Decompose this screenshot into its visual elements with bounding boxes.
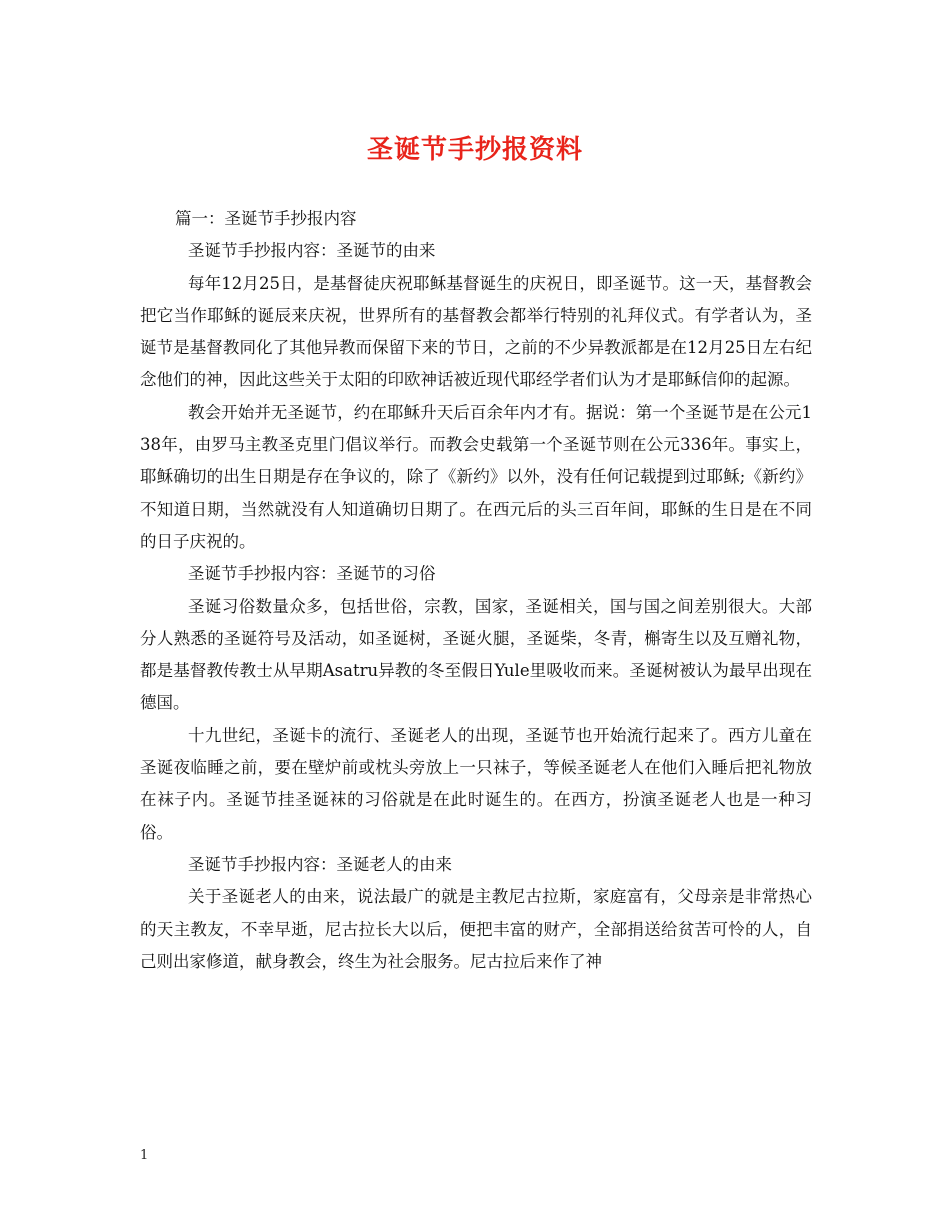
paragraph-origin-history: 教会开始并无圣诞节，约在耶稣升天后百余年内才有。据说：第一个圣诞节是在公元138年，由罗马主教圣克里门倡议举行。而教会史载第一个圣诞节则在公元336年。事实上，耶稣确切的出生日期是存在争议的，除了《新约》以外，没有任何记载提到过耶稣;《新约》不知道日期，当然就没有人知道确切日期了。在西元后的头三百年间，耶稣的生日是在不同的日子庆祝的。 [140, 402, 812, 551]
document-title: 圣诞节手抄报资料 [366, 135, 583, 165]
page-number: 1 [140, 1148, 149, 1163]
section-heading-part-one: 篇一：圣诞节手抄报内容 [175, 209, 357, 228]
paragraph-customs-symbols: 圣诞习俗数量众多，包括世俗，宗教，国家，圣诞相关，国与国之间差别很大。大部分人熟悉的圣诞符号及活动，如圣诞树，圣诞火腿，圣诞柴，冬青，槲寄生以及互赠礼物，都是基督教传教士从早期Asatru异教的冬至假日Yule里吸收而来。圣诞树被认为最早出现在德国。 [140, 596, 812, 713]
subheading-customs: 圣诞节手抄报内容：圣诞节的习俗 [188, 564, 436, 584]
subheading-santa: 圣诞节手抄报内容：圣诞老人的由来 [188, 854, 452, 874]
paragraph-santa-origin: 关于圣诞老人的由来，说法最广的就是主教尼古拉斯，家庭富有，父母亲是非常热心的天主教友，不幸早逝，尼古拉长大以后，便把丰富的财产，全部捐送给贫苦可怜的人，自己则出家修道，献身教会，终生为社会服务。尼古拉后来作了神 [140, 887, 812, 971]
document-body [140, 203, 812, 978]
paragraph-customs-stockings: 十九世纪，圣诞卡的流行、圣诞老人的出现，圣诞节也开始流行起来了。西方儿童在圣诞夜临睡之前，要在壁炉前或枕头旁放上一只袜子，等候圣诞老人在他们入睡后把礼物放在袜子内。圣诞节挂圣诞袜的习俗就是在此时诞生的。在西方，扮演圣诞老人也是一种习俗。 [140, 725, 812, 842]
paragraph-origin-date: 每年12月25日，是基督徒庆祝耶稣基督诞生的庆祝日，即圣诞节。这一天，基督教会把它当作耶稣的诞辰来庆祝，世界所有的基督教会都举行特别的礼拜仪式。有学者认为，圣诞节是基督教同化了其他异教而保留下来的节日，之前的不少异教派都是在12月25日左右纪念他们的神，因此这些关于太阳的印欧神话被近现代耶经学者们认为才是耶稣信仰的起源。 [140, 273, 812, 390]
subheading-origin: 圣诞节手抄报内容：圣诞节的由来 [188, 241, 436, 261]
